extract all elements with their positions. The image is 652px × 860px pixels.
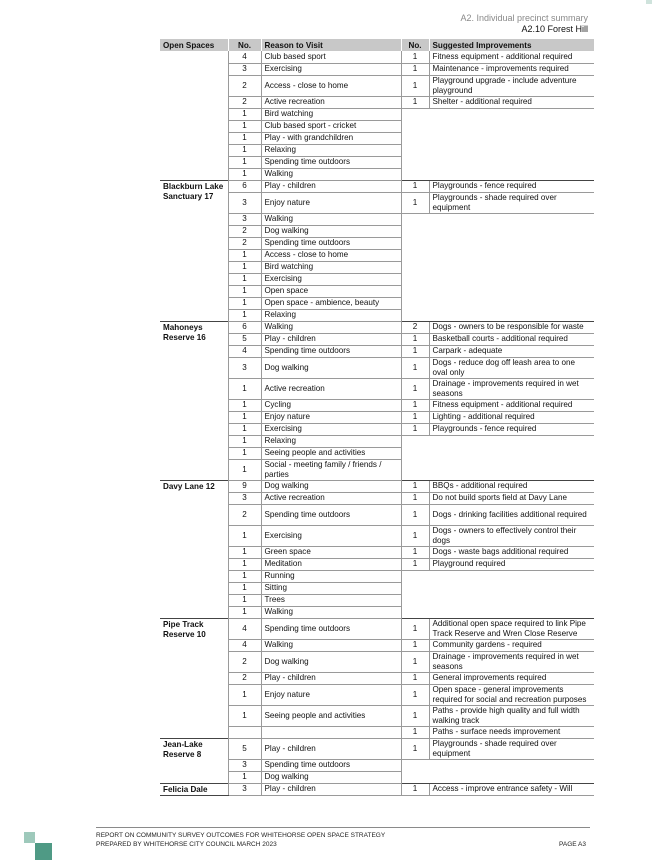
reason-count: 6 bbox=[228, 180, 261, 192]
reason-count: 1 bbox=[228, 447, 261, 459]
reason-count: 1 bbox=[228, 156, 261, 168]
reason-text: Open space - ambience, beauty bbox=[261, 297, 401, 309]
improvement-text: Dogs - waste bags additional required bbox=[429, 546, 594, 558]
reason-text bbox=[261, 726, 401, 738]
reason-text: Dog walking bbox=[261, 480, 401, 492]
table-row bbox=[160, 783, 594, 795]
reason-text: Play - children bbox=[261, 333, 401, 345]
improvement-text: Additional open space required to link Pipe Track Reserve and Wren Close Reserve bbox=[429, 618, 594, 639]
improvement-text: Lighting - additional required bbox=[429, 411, 594, 423]
reason-count: 1 bbox=[228, 423, 261, 435]
improvement-count-empty bbox=[401, 261, 429, 273]
reason-text: Dog walking bbox=[261, 357, 401, 378]
improvement-text: Playground upgrade - include adventure playground bbox=[429, 75, 594, 96]
corner-decoration bbox=[646, 0, 652, 4]
reason-count: 5 bbox=[228, 738, 261, 759]
reason-count: 3 bbox=[228, 63, 261, 75]
improvement-count: 1 bbox=[401, 51, 429, 63]
improvement-text: Playgrounds - shade required over equipment bbox=[429, 738, 594, 759]
reason-text: Sitting bbox=[261, 582, 401, 594]
improvement-count-empty bbox=[401, 435, 429, 447]
reason-text: Spending time outdoors bbox=[261, 618, 401, 639]
reason-count: 2 bbox=[228, 651, 261, 672]
reason-count: 9 bbox=[228, 480, 261, 492]
reason-text: Play - children bbox=[261, 738, 401, 759]
reason-text: Spending time outdoors bbox=[261, 504, 401, 525]
reason-text: Enjoy nature bbox=[261, 684, 401, 705]
reason-count: 3 bbox=[228, 192, 261, 213]
reason-text: Walking bbox=[261, 168, 401, 180]
improvement-text: Fitness equipment - additional required bbox=[429, 399, 594, 411]
improvement-text-empty bbox=[429, 132, 594, 144]
reason-text: Spending time outdoors bbox=[261, 237, 401, 249]
reason-text: Play - children bbox=[261, 180, 401, 192]
reason-count: 1 bbox=[228, 459, 261, 480]
improvement-count: 1 bbox=[401, 96, 429, 108]
table-row bbox=[160, 480, 594, 492]
reason-count: 1 bbox=[228, 108, 261, 120]
improvement-count: 1 bbox=[401, 672, 429, 684]
improvement-text: Dogs - drinking facilities additional required bbox=[429, 504, 594, 525]
reason-text: Walking bbox=[261, 321, 401, 333]
section-heading: A2. Individual precinct summary bbox=[460, 13, 588, 23]
subsection-heading: A2.10 Forest Hill bbox=[521, 24, 588, 34]
reason-count: 1 bbox=[228, 309, 261, 321]
improvement-count-empty bbox=[401, 249, 429, 261]
reason-text: Walking bbox=[261, 213, 401, 225]
reason-text: Play - children bbox=[261, 672, 401, 684]
improvement-text-empty bbox=[429, 309, 594, 321]
open-space-name: Felicia Dale bbox=[160, 783, 228, 795]
reason-count: 1 bbox=[228, 546, 261, 558]
logo-square-light bbox=[24, 832, 35, 843]
reason-text: Bird watching bbox=[261, 108, 401, 120]
reason-text: Meditation bbox=[261, 558, 401, 570]
reason-text: Club based sport bbox=[261, 51, 401, 63]
table-row bbox=[160, 51, 594, 63]
reason-text: Exercising bbox=[261, 525, 401, 546]
reason-count: 3 bbox=[228, 357, 261, 378]
improvement-count: 1 bbox=[401, 333, 429, 345]
improvement-text-empty bbox=[429, 435, 594, 447]
improvement-count: 1 bbox=[401, 618, 429, 639]
reason-text: Spending time outdoors bbox=[261, 759, 401, 771]
table-row bbox=[160, 618, 594, 639]
reason-count: 1 bbox=[228, 297, 261, 309]
col-improvements: Suggested Improvements bbox=[429, 39, 594, 51]
improvement-text: Paths - surface needs improvement bbox=[429, 726, 594, 738]
improvement-count: 1 bbox=[401, 783, 429, 795]
improvement-text: Drainage - improvements required in wet seasons bbox=[429, 378, 594, 399]
reason-text: Exercising bbox=[261, 273, 401, 285]
improvement-count: 1 bbox=[401, 180, 429, 192]
table-row bbox=[160, 321, 594, 333]
open-space-name bbox=[160, 51, 228, 180]
improvement-count: 1 bbox=[401, 192, 429, 213]
footer-report-title: REPORT ON COMMUNITY SURVEY OUTCOMES FOR WHITEHORSE OPEN SPACE STRATEGY bbox=[96, 832, 386, 839]
reason-count: 1 bbox=[228, 120, 261, 132]
reason-count: 4 bbox=[228, 639, 261, 651]
improvement-text: Dogs - owners to be responsible for waste bbox=[429, 321, 594, 333]
reason-count: 1 bbox=[228, 582, 261, 594]
reason-count: 1 bbox=[228, 606, 261, 618]
reason-text: Dog walking bbox=[261, 651, 401, 672]
improvement-count: 1 bbox=[401, 63, 429, 75]
improvement-count: 1 bbox=[401, 399, 429, 411]
reason-count: 1 bbox=[228, 261, 261, 273]
table-row bbox=[160, 738, 594, 759]
col-open-spaces: Open Spaces bbox=[160, 39, 228, 51]
improvement-count: 1 bbox=[401, 504, 429, 525]
reason-text: Spending time outdoors bbox=[261, 345, 401, 357]
logo-square-dark bbox=[35, 843, 52, 860]
improvement-count: 1 bbox=[401, 546, 429, 558]
improvement-text-empty bbox=[429, 606, 594, 618]
reason-text: Enjoy nature bbox=[261, 411, 401, 423]
improvement-count: 1 bbox=[401, 423, 429, 435]
footer-divider bbox=[96, 827, 590, 828]
open-space-name: Jean-Lake Reserve 8 bbox=[160, 738, 228, 783]
open-space-name: Blackburn Lake Sanctuary 17 bbox=[160, 180, 228, 321]
improvement-text: Paths - provide high quality and full width walking track bbox=[429, 705, 594, 726]
reason-count: 2 bbox=[228, 237, 261, 249]
reason-count: 1 bbox=[228, 168, 261, 180]
improvement-text: Do not build sports field at Davy Lane bbox=[429, 492, 594, 504]
improvement-count: 1 bbox=[401, 378, 429, 399]
reason-text: Relaxing bbox=[261, 435, 401, 447]
reason-count: 1 bbox=[228, 525, 261, 546]
improvement-text: Fitness equipment - additional required bbox=[429, 51, 594, 63]
reason-text: Access - close to home bbox=[261, 249, 401, 261]
footer-prepared-by: PREPARED BY WHITEHORSE CITY COUNCIL MARCH 2023 bbox=[96, 841, 277, 848]
reason-text: Seeing people and activities bbox=[261, 447, 401, 459]
improvement-count: 1 bbox=[401, 525, 429, 546]
reason-count: 1 bbox=[228, 378, 261, 399]
improvement-text-empty bbox=[429, 144, 594, 156]
reason-count: 2 bbox=[228, 225, 261, 237]
improvement-count: 1 bbox=[401, 726, 429, 738]
improvement-count-empty bbox=[401, 771, 429, 783]
improvement-count: 1 bbox=[401, 684, 429, 705]
improvement-text-empty bbox=[429, 156, 594, 168]
col-reason-count: No. bbox=[228, 39, 261, 51]
reason-count: 1 bbox=[228, 273, 261, 285]
improvement-count-empty bbox=[401, 285, 429, 297]
improvement-count: 1 bbox=[401, 492, 429, 504]
improvement-text: Playgrounds - fence required bbox=[429, 423, 594, 435]
reason-count: 1 bbox=[228, 399, 261, 411]
improvement-text-empty bbox=[429, 273, 594, 285]
improvement-text: Carpark - adequate bbox=[429, 345, 594, 357]
reason-text: Walking bbox=[261, 606, 401, 618]
improvement-text: Playground required bbox=[429, 558, 594, 570]
reason-text: Access - close to home bbox=[261, 75, 401, 96]
reason-count: 3 bbox=[228, 783, 261, 795]
improvement-count: 1 bbox=[401, 75, 429, 96]
reason-text: Enjoy nature bbox=[261, 192, 401, 213]
improvement-count-empty bbox=[401, 582, 429, 594]
reason-count: 2 bbox=[228, 75, 261, 96]
improvement-count-empty bbox=[401, 447, 429, 459]
improvement-count: 1 bbox=[401, 651, 429, 672]
improvement-count-empty bbox=[401, 297, 429, 309]
improvement-text-empty bbox=[429, 168, 594, 180]
improvement-count-empty bbox=[401, 309, 429, 321]
reason-text: Social - meeting family / friends / parties bbox=[261, 459, 401, 480]
reason-text: Relaxing bbox=[261, 309, 401, 321]
improvement-text: Community gardens - required bbox=[429, 639, 594, 651]
reason-count: 1 bbox=[228, 132, 261, 144]
reason-text: Spending time outdoors bbox=[261, 156, 401, 168]
improvement-count: 1 bbox=[401, 558, 429, 570]
improvement-count: 1 bbox=[401, 411, 429, 423]
reason-count: 1 bbox=[228, 684, 261, 705]
reason-text: Cycling bbox=[261, 399, 401, 411]
improvement-text: BBQs - additional required bbox=[429, 480, 594, 492]
reason-count: 4 bbox=[228, 618, 261, 639]
reason-count: 5 bbox=[228, 333, 261, 345]
improvement-text-empty bbox=[429, 447, 594, 459]
improvement-text: Dogs - owners to effectively control their dogs bbox=[429, 525, 594, 546]
improvement-text: Playgrounds - shade required over equipment bbox=[429, 192, 594, 213]
reason-count: 1 bbox=[228, 411, 261, 423]
reason-count: 2 bbox=[228, 96, 261, 108]
improvement-count-empty bbox=[401, 108, 429, 120]
table-body bbox=[160, 51, 594, 795]
table-row bbox=[160, 180, 594, 192]
improvement-count-empty bbox=[401, 570, 429, 582]
improvement-text: Open space - general improvements required for social and recreation purposes bbox=[429, 684, 594, 705]
improvement-text: Playgrounds - fence required bbox=[429, 180, 594, 192]
reason-count: 1 bbox=[228, 249, 261, 261]
reason-count: 1 bbox=[228, 144, 261, 156]
reason-text: Green space bbox=[261, 546, 401, 558]
improvement-count-empty bbox=[401, 156, 429, 168]
reason-count: 1 bbox=[228, 285, 261, 297]
improvement-text-empty bbox=[429, 594, 594, 606]
improvement-count-empty bbox=[401, 168, 429, 180]
improvement-text-empty bbox=[429, 285, 594, 297]
reason-text: Seeing people and activities bbox=[261, 705, 401, 726]
reason-count: 1 bbox=[228, 435, 261, 447]
reason-text: Play - with grandchildren bbox=[261, 132, 401, 144]
improvement-text-empty bbox=[429, 297, 594, 309]
reason-count: 2 bbox=[228, 672, 261, 684]
improvement-text: Dogs - reduce dog off leash area to one oval only bbox=[429, 357, 594, 378]
improvement-count-empty bbox=[401, 120, 429, 132]
footer-page-number: PAGE A3 bbox=[559, 841, 586, 848]
reason-text: Relaxing bbox=[261, 144, 401, 156]
improvement-text-empty bbox=[429, 261, 594, 273]
improvement-text: Shelter - additional required bbox=[429, 96, 594, 108]
reason-text: Active recreation bbox=[261, 492, 401, 504]
col-improvement-count: No. bbox=[401, 39, 429, 51]
improvement-text: Drainage - improvements required in wet seasons bbox=[429, 651, 594, 672]
reason-text: Dog walking bbox=[261, 771, 401, 783]
reason-text: Club based sport - cricket bbox=[261, 120, 401, 132]
improvement-count: 1 bbox=[401, 480, 429, 492]
reason-count: 1 bbox=[228, 705, 261, 726]
reason-text: Play - children bbox=[261, 783, 401, 795]
improvement-count: 1 bbox=[401, 639, 429, 651]
reason-count: 3 bbox=[228, 759, 261, 771]
improvement-count-empty bbox=[401, 225, 429, 237]
reason-text: Bird watching bbox=[261, 261, 401, 273]
reason-text: Dog walking bbox=[261, 225, 401, 237]
improvement-count-empty bbox=[401, 273, 429, 285]
improvement-count-empty bbox=[401, 759, 429, 771]
reason-text: Active recreation bbox=[261, 378, 401, 399]
open-space-name: Davy Lane 12 bbox=[160, 480, 228, 618]
improvement-count-empty bbox=[401, 132, 429, 144]
reason-count: 2 bbox=[228, 504, 261, 525]
improvement-text-empty bbox=[429, 570, 594, 582]
improvement-text-empty bbox=[429, 459, 594, 480]
col-reason: Reason to Visit bbox=[261, 39, 401, 51]
open-space-name: Mahoneys Reserve 16 bbox=[160, 321, 228, 480]
improvement-text: Maintenance - improvements required bbox=[429, 63, 594, 75]
reason-count: 4 bbox=[228, 51, 261, 63]
improvement-count-empty bbox=[401, 144, 429, 156]
reason-text: Trees bbox=[261, 594, 401, 606]
improvement-count-empty bbox=[401, 594, 429, 606]
improvement-count: 1 bbox=[401, 738, 429, 759]
improvement-text-empty bbox=[429, 771, 594, 783]
improvement-text-empty bbox=[429, 213, 594, 225]
improvement-text-empty bbox=[429, 237, 594, 249]
reason-count: 3 bbox=[228, 492, 261, 504]
improvement-text: Access - improve entrance safety - Will bbox=[429, 783, 594, 795]
improvement-count: 2 bbox=[401, 321, 429, 333]
improvement-text-empty bbox=[429, 108, 594, 120]
table-header-row bbox=[160, 39, 594, 51]
improvement-text-empty bbox=[429, 582, 594, 594]
improvement-text: General improvements required bbox=[429, 672, 594, 684]
improvement-count: 1 bbox=[401, 357, 429, 378]
improvement-text-empty bbox=[429, 759, 594, 771]
reason-text: Open space bbox=[261, 285, 401, 297]
improvement-text-empty bbox=[429, 249, 594, 261]
improvement-count-empty bbox=[401, 459, 429, 480]
reason-text: Active recreation bbox=[261, 96, 401, 108]
survey-table bbox=[160, 39, 594, 796]
reason-text: Running bbox=[261, 570, 401, 582]
reason-count bbox=[228, 726, 261, 738]
reason-count: 6 bbox=[228, 321, 261, 333]
improvement-count: 1 bbox=[401, 705, 429, 726]
improvement-text-empty bbox=[429, 120, 594, 132]
reason-count: 1 bbox=[228, 594, 261, 606]
improvement-text: Basketball courts - additional required bbox=[429, 333, 594, 345]
open-space-name: Pipe Track Reserve 10 bbox=[160, 618, 228, 738]
reason-text: Exercising bbox=[261, 63, 401, 75]
improvement-count: 1 bbox=[401, 345, 429, 357]
improvement-text-empty bbox=[429, 225, 594, 237]
reason-count: 4 bbox=[228, 345, 261, 357]
reason-text: Walking bbox=[261, 639, 401, 651]
reason-count: 1 bbox=[228, 558, 261, 570]
reason-count: 1 bbox=[228, 570, 261, 582]
improvement-count-empty bbox=[401, 606, 429, 618]
reason-count: 3 bbox=[228, 213, 261, 225]
improvement-count-empty bbox=[401, 237, 429, 249]
reason-count: 1 bbox=[228, 771, 261, 783]
reason-text: Exercising bbox=[261, 423, 401, 435]
improvement-count-empty bbox=[401, 213, 429, 225]
